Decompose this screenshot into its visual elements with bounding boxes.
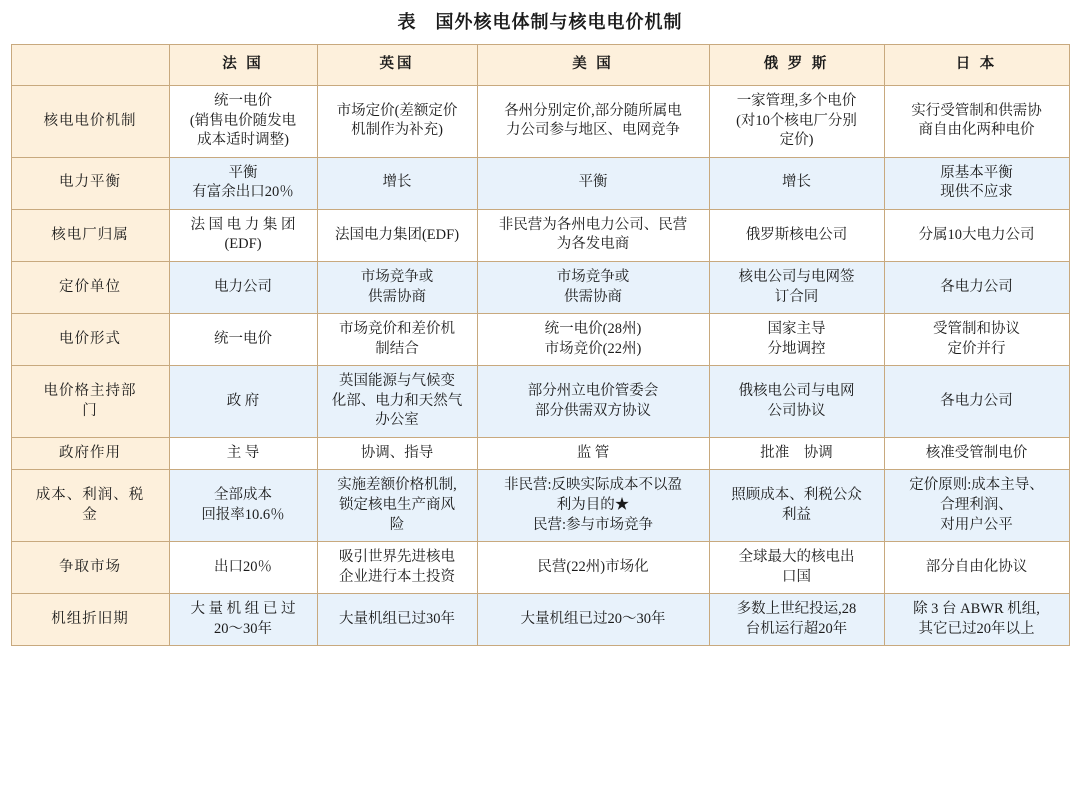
- table-cell: 民营(22州)市场化: [477, 542, 709, 594]
- table-cell: 大量机组已过30年: [317, 594, 477, 646]
- table-cell: 主 导: [169, 437, 317, 470]
- table-cell: 批准 协调: [709, 437, 884, 470]
- table-cell: 受管制和协议 定价并行: [884, 314, 1069, 366]
- table-row: [11, 437, 1069, 470]
- table-row: [11, 157, 1069, 209]
- table-row: [11, 314, 1069, 366]
- row-header: 成本、利润、税 金: [11, 470, 169, 542]
- table-cell: 统一电价 (销售电价随发电 成本适时调整): [169, 86, 317, 158]
- table-cell: 增长: [317, 157, 477, 209]
- row-header: 机组折旧期: [11, 594, 169, 646]
- column-header-japan: 日 本: [884, 45, 1069, 86]
- table-cell: 各州分别定价,部分随所属电 力公司参与地区、电网竞争: [477, 86, 709, 158]
- table-row: [11, 86, 1069, 158]
- table-body: [11, 86, 1069, 646]
- table-cell: 核电公司与电网签 订合同: [709, 261, 884, 313]
- table-cell: 平衡: [477, 157, 709, 209]
- table-cell: 分属10大电力公司: [884, 209, 1069, 261]
- row-header: 电力平衡: [11, 157, 169, 209]
- row-header: 定价单位: [11, 261, 169, 313]
- table-cell: 一家管理,多个电价 (对10个核电厂分别 定价): [709, 86, 884, 158]
- header-row: [11, 45, 1069, 86]
- table-cell: 市场竞价和差价机 制结合: [317, 314, 477, 366]
- table-cell: 国家主导 分地调控: [709, 314, 884, 366]
- column-header-usa: 美 国: [477, 45, 709, 86]
- table-cell: 市场竞争或 供需协商: [317, 261, 477, 313]
- table-cell: 原基本平衡 现供不应求: [884, 157, 1069, 209]
- table-cell: 实施差额价格机制, 锁定核电生产商风 险: [317, 470, 477, 542]
- table-row: [11, 594, 1069, 646]
- column-header-russia: 俄 罗 斯: [709, 45, 884, 86]
- table-cell: 除 3 台 ABWR 机组, 其它已过20年以上: [884, 594, 1069, 646]
- table-cell: 全球最大的核电出 口国: [709, 542, 884, 594]
- column-header-corner: [11, 45, 169, 86]
- row-header: 核电厂归属: [11, 209, 169, 261]
- row-header: 核电电价机制: [11, 86, 169, 158]
- table-cell: 出口20％: [169, 542, 317, 594]
- row-header: 电价形式: [11, 314, 169, 366]
- table-cell: 核准受管制电价: [884, 437, 1069, 470]
- table-row: [11, 542, 1069, 594]
- table-cell: 政 府: [169, 366, 317, 438]
- row-header: 电价格主持部 门: [11, 366, 169, 438]
- table-cell: 统一电价(28州) 市场竞价(22州): [477, 314, 709, 366]
- table-cell: 大 量 机 组 已 过 20～30年: [169, 594, 317, 646]
- column-header-france: 法 国: [169, 45, 317, 86]
- table-cell: 吸引世界先进核电 企业进行本土投资: [317, 542, 477, 594]
- table-row: [11, 470, 1069, 542]
- table-cell: 法国电力集团(EDF): [317, 209, 477, 261]
- table-row: [11, 261, 1069, 313]
- comparison-table: [11, 44, 1070, 646]
- column-header-uk: 英国: [317, 45, 477, 86]
- table-cell: 实行受管制和供需协 商自由化两种电价: [884, 86, 1069, 158]
- table-cell: 市场定价(差额定价 机制作为补充): [317, 86, 477, 158]
- table-cell: 多数上世纪投运,28 台机运行超20年: [709, 594, 884, 646]
- table-title: 表 国外核电体制与核电电价机制: [397, 12, 683, 32]
- table-cell: 俄核电公司与电网 公司协议: [709, 366, 884, 438]
- table-cell: 各电力公司: [884, 261, 1069, 313]
- row-header: 争取市场: [11, 542, 169, 594]
- table-cell: 各电力公司: [884, 366, 1069, 438]
- table-cell: 电力公司: [169, 261, 317, 313]
- table-cell: 非民营:反映实际成本不以盈 利为目的★ 民营:参与市场竞争: [477, 470, 709, 542]
- table-cell: 部分州立电价管委会 部分供需双方协议: [477, 366, 709, 438]
- table-cell: 非民营为各州电力公司、民营 为各发电商: [477, 209, 709, 261]
- table-cell: 法 国 电 力 集 团 (EDF): [169, 209, 317, 261]
- row-header: 政府作用: [11, 437, 169, 470]
- table-cell: 市场竞争或 供需协商: [477, 261, 709, 313]
- table-cell: 全部成本 回报率10.6％: [169, 470, 317, 542]
- table-cell: 俄罗斯核电公司: [709, 209, 884, 261]
- table-cell: 增长: [709, 157, 884, 209]
- table-cell: 照顾成本、利税公众 利益: [709, 470, 884, 542]
- table-row: [11, 209, 1069, 261]
- table-cell: 协调、指导: [317, 437, 477, 470]
- table-cell: 定价原则:成本主导、 合理利润、 对用户公平: [884, 470, 1069, 542]
- table-cell: 部分自由化协议: [884, 542, 1069, 594]
- table-cell: 大量机组已过20～30年: [477, 594, 709, 646]
- table-cell: 平衡 有富余出口20％: [169, 157, 317, 209]
- table-cell: 英国能源与气候变 化部、电力和天然气 办公室: [317, 366, 477, 438]
- table-cell: 监 管: [477, 437, 709, 470]
- table-row: [11, 366, 1069, 438]
- table-header: [11, 45, 1069, 86]
- table-cell: 统一电价: [169, 314, 317, 366]
